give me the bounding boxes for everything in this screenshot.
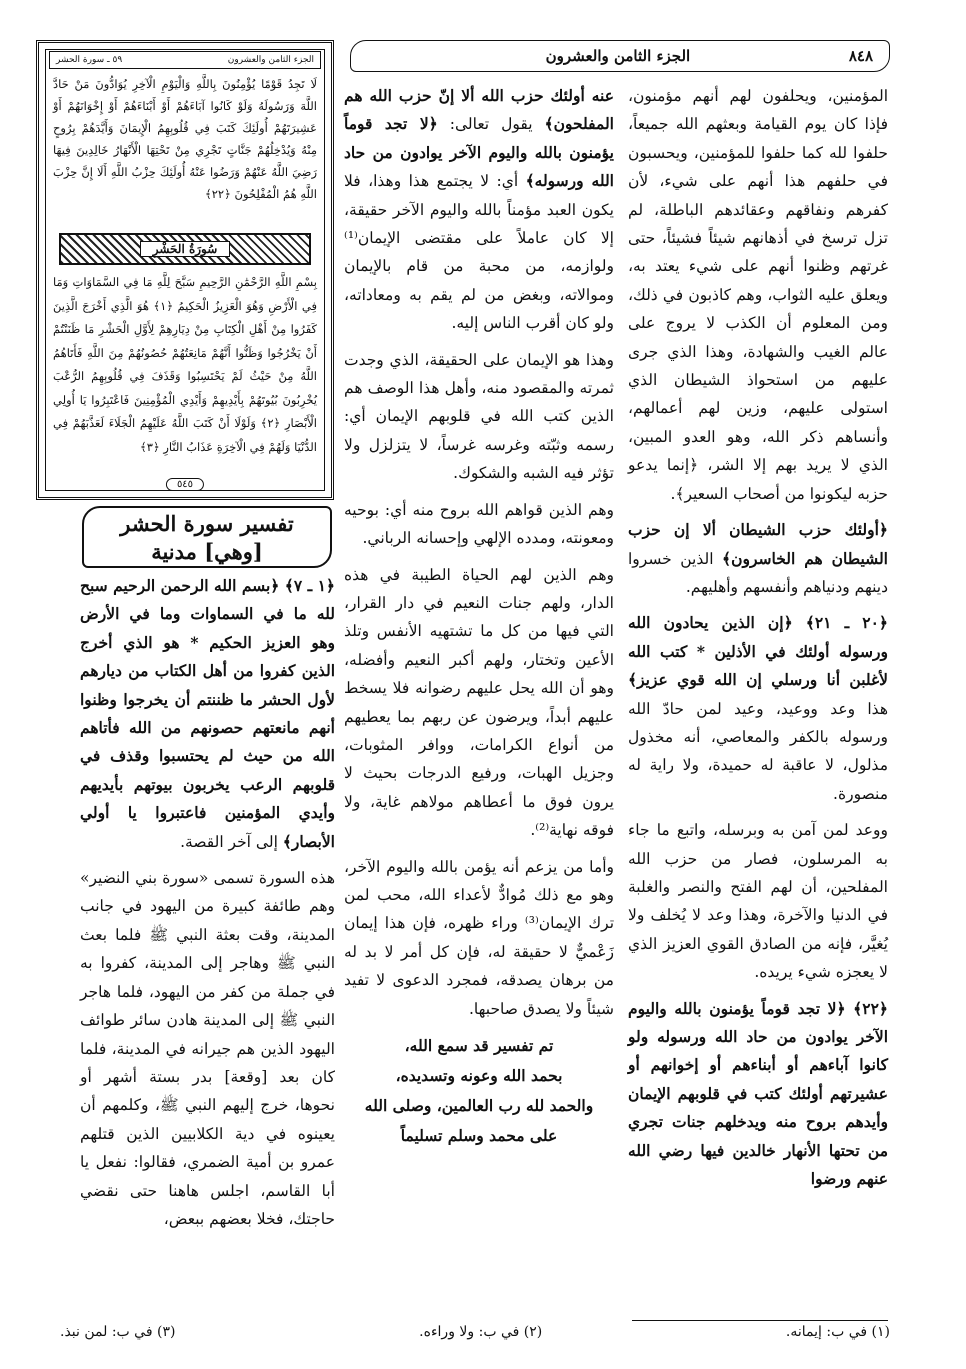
paragraph: المؤمنين، ويحلفون لهم أنهم مؤمنون، فإذا كان يوم القيامة وبعثهم الله جميعاً، حلفوا لله كما حلفوا للمؤمنين، ويحسبون في حلفهم هذا أنهم على شيء، لأن كفرهم ونفاقهم وعقائدهم الباطلة، لم تزل ترسخ في أذهانهم شيئاً فشيئاً، حتى غرتهم وظنوا أنهم على شيء يعتد به، ويعلق عليه الثواب، وهم كاذبون في ذلك، ومن المعلوم أن الكذب لا يروج على عالم الغيب والشهادة، وهذا الذي جرى عليهم من استحواذ الشيطان الذي استولى عليهم، وزين لهم أعمالهم، وأنساهم ذكر الله، وهو العدو المبين، الذي لا يريد بهم إلا الشر، ﴿إنما يدعو حزبه ليكونوا من أصحاب السعير﴾. <box>628 87 888 503</box>
part-title: الجزء الثامن والعشرون <box>545 47 691 65</box>
mushaf-header <box>49 51 321 69</box>
page-number: ٨٤٨ <box>848 47 873 65</box>
paragraph <box>628 516 888 601</box>
column-left <box>80 572 335 1241</box>
paragraph <box>80 572 335 856</box>
footnote-1: (١) في ب: إيمانه. <box>785 1324 890 1340</box>
mushaf-verses-bottom: بِسْمِ اللَّهِ الرَّحْمَٰنِ الرَّحِيمِ سَبَّحَ لِلَّهِ مَا فِي السَّمَاوَاتِ وَمَا فِي الْأَرْضِ وَهُوَ الْعَزِيزُ الْحَكِيمُ ﴿١﴾ هُوَ الَّذِي أَخْرَجَ الَّذِينَ كَفَرُوا مِنْ أَهْلِ الْكِتَابِ مِنْ دِيَارِهِمْ لِأَوَّلِ الْحَشْرِ مَا ظَنَنْتُمْ أَنْ يَخْرُجُوا وَظَنُّوا أَنَّهُمْ مَانِعَتُهُمْ حُصُونُهُمْ مِنَ اللَّهِ فَأَتَاهُمُ اللَّهُ مِنْ حَيْثُ لَمْ يَحْتَسِبُوا وَقَذَفَ فِي قُلُوبِهِمُ الرُّعْبَ يُخْرِبُونَ بُيُوتَهُمْ بِأَيْدِيهِمْ وَأَيْدِي الْمُؤْمِنِينَ فَاعْتَبِرُوا يَا أُولِي الْأَبْصَارِ ﴿٢﴾ وَلَوْلَا أَنْ كَتَبَ اللَّهُ عَلَيْهِمُ الْجَلَاءَ لَعَذَّبَهُمْ فِي الدُّنْيَا وَلَهُمْ فِي الْآخِرَةِ عَذَابُ النَّارِ ﴿٣﴾ <box>53 275 317 454</box>
paragraph <box>344 82 614 338</box>
column-middle <box>344 82 614 1151</box>
mushaf-sura: ٥٩ ـ سورة الحشر <box>56 55 123 65</box>
commentary-text: الذين خسروا دينهم ودنياهم وأنفسهم وأهليهم. <box>628 549 888 596</box>
closing-line: على محمد وسلم تسليماً <box>400 1126 558 1145</box>
mushaf-page-badge: ٥٤٥ <box>166 478 204 491</box>
closing-line: تم تفسير قد سمع الله، <box>404 1036 554 1055</box>
paragraph: وهذا هو الإيمان على الحقيقة، الذي وجدت ثمرته والمقصود منه، وأهل هذا الوصف هم الذين كتب الله في قلوبهم الإيمان أي: رسمه وثبّته وغرسه غرساً، لا يتزلزل ولا تؤثر فيه الشبه والشكوك. <box>344 350 614 483</box>
footnote-divider <box>632 1320 888 1321</box>
verse-text: عنه أولئك حزب الله ألا إنّ حزب الله هم المفلحون﴾ <box>344 86 614 134</box>
sura-title: تفسير سورة الحشر <box>120 511 294 536</box>
page-header <box>350 40 890 72</box>
verse-text: ﴿أولئك حزب الشيطان ألا إن حزب الشيطان هم الخاسرون﴾ <box>628 520 888 568</box>
verse-text: ﴿١ ـ ٧﴾ ﴿بسم الله الرحمن الرحيم سبح لله ما في السماوات وما في الأرض وهو العزيز الحكيم * هو الذي أخرج الذين كفروا من أهل الكتاب من ديارهم لأول الحشر ما ظننتم أن يخرجوا وظنوا أنهم مانعتهم حصونهم من الله فأتاهم الله من حيث لم يحتسبوا وقذف في قلوبهم الرعب يخربون بيوتهم بأيديهم وأيدي المؤمنين فاعتبروا يا أولي الأبصار﴾ <box>80 576 335 851</box>
paragraph: هذه السورة تسمى «سورة بني النضير» وهم طائفة كبيرة من اليهود في جانب المدينة، وقت بعثة النبي ﷺ فلما بعث النبي ﷺ وهاجر إلى المدينة، كفروا به في جملة من كفر من اليهود، فلما هاجر النبي ﷺ إلى المدينة هادن سائر طوائف اليهود الذين هم جيرانه في المدينة، فلما كان بعد [وقعة] بدر بستة أشهر أو نحوها، خرج إليهم النبي ﷺ، وكلمهم أن يعينوه في دية الكلابيين الذين قتلهم عمرو بن أمية الضمري، فقالوا: نفعل يا أبا القاسم، اجلس هاهنا حتى نقضي حاجتك، فخلا بعضهم ببعض، <box>80 869 335 1228</box>
verse-text: ﴿لا تجد قوماً يؤمنون بالله واليوم الآخر يوادون من حاد الله ورسوله﴾ <box>344 114 614 191</box>
column-right <box>628 82 888 1201</box>
commentary-text: هذا وعد ووعيد، وعيد لمن حادّ الله ورسوله بالكفر والمعاصي، أنه مخذول مذلول، لا عاقبة له حميدة، ولا راية له منصورة. <box>628 699 888 803</box>
verse-text: ﴿٢٢﴾ ﴿لا تجد قوماً يؤمنون بالله واليوم الآخر يوادون من حاد الله ورسوله ولو كانوا آباءهم أو أبناءهم أو إخوانهم أو عشيرتهم أولئك كتب في قلوبهم الإيمان وأيدهم بروح منه ويدخلهم جنات تجري من تحتها الأنهار خالدين فيها رضي الله عنهم ورضوا <box>628 998 888 1189</box>
paragraph: وهم الذين قواهم الله بروح منه أي: بوحيه ومعونته، ومدده الإلهي وإحسانه الرباني. <box>344 500 614 548</box>
footnote-3: (٣) في ب: لمن نبذ. <box>60 1324 176 1340</box>
mushaf-part: الجزء الثامن والعشرون <box>227 55 314 65</box>
commentary-text: إلى آخر القصة. <box>180 832 283 851</box>
paragraph: ووعد لمن آمن به وبرسله، واتبع ما جاء به المرسلون، فصار من حزب الله المفلحين، أن لهم الفتح والنصر والغلبة في الدنيا والآخرة، وهذا وعد لا يُخلف ولا يُغيَّر، فإنه من الصادق القوي العزيز الذي لا يعجزه شيء يريده. <box>628 821 888 982</box>
footnote-2: (٢) في ب: ولا وراءه. <box>419 1324 543 1340</box>
sura-title-box <box>82 506 332 568</box>
paragraph: وأما من يزعم أنه يؤمن بالله واليوم الآخر، وهو مع ذلك مُوادٌّ لأعداء الله، محب لمن ترك الإيمان⁽³⁾ وراء ظهره، فإن هذا إيمان زَعْميٌّ لا حقيقة له، فإن كل أمر لا بد له من برهان يصدقه، فمجرد الدعوى لا تفيد شيئاً ولا يصدق صاحبها. <box>344 857 615 1018</box>
commentary-text: أي: لا يجتمع هذا وهذا، فلا يكون العبد مؤمناً بالله واليوم الآخر حقيقة، إلا كان عاملاً على مقتضى الإيمان⁽¹⁾ ولوازمه، من محبة من قام بالإيمان وموالاته، وبغض من لم يقم به ومعاداته، ولو كان أقرب الناس إليه. <box>344 172 614 333</box>
paragraph: وهم الذين لهم الحياة الطيبة في هذه الدار، ولهم جنات النعيم في دار القرار، التي فيها من كل ما تشتهيه الأنفس وتلذ الأعين وتختار، ولهم أكبر النعيم وأفضله، وهو أن الله يحل عليهم رضوانه فلا يسخط عليهم أبداً، ويرضون عن ربهم بما يعطيهم من أنواع الكرامات، ووافر المثوبات، وجزيل الهبات، ورفيع الدرجات بحيث لا يرون فوق ما أعطاهم مولاهم غاية، ولا فوقه نهاية⁽²⁾. <box>344 565 614 840</box>
mushaf-page-frame <box>36 40 334 500</box>
footnotes <box>60 1324 890 1348</box>
sura-subtitle: [وهي] مدنية <box>151 539 263 564</box>
mushaf-verses-top: لَا تَجِدُ قَوْمًا يُؤْمِنُونَ بِاللَّهِ وَالْيَوْمِ الْآخِرِ يُوَادُّونَ مَنْ حَادَّ اللَّهَ وَرَسُولَهُ وَلَوْ كَانُوا آبَاءَهُمْ أَوْ أَبْنَاءَهُمْ أَوْ إِخْوَانَهُمْ أَوْ عَشِيرَتَهُمْ أُولَئِكَ كَتَبَ فِي قُلُوبِهِمُ الْإِيمَانَ وَأَيَّدَهُمْ بِرُوحٍ مِنْهُ وَيُدْخِلُهُمْ جَنَّاتٍ تَجْرِي مِنْ تَحْتِهَا الْأَنْهَارُ خَالِدِينَ فِيهَا رَضِيَ اللَّهُ عَنْهُمْ وَرَضُوا عَنْهُ أُولَئِكَ حِزْبُ اللَّهِ أَلَا إِنَّ حِزْبَ اللَّهِ هُمُ الْمُفْلِحُونَ ﴿٢٢﴾ <box>53 77 317 201</box>
closing-line: والحمد لله رب العالمين، وصلى الله <box>364 1096 594 1115</box>
verse-text: ﴿٢٠ ـ ٢١﴾ ﴿إن الذين يحادون الله ورسوله أولئك في الأذلين * كتب الله لأغلبن أنا ورسلي إن الله قوي عزيز﴾ <box>628 613 889 690</box>
commentary-text: يقول تعالى: <box>437 115 545 134</box>
closing-line: بحمد الله وعونه وتسديده، <box>395 1066 563 1085</box>
closing-note <box>344 1031 614 1151</box>
sura-banner <box>59 233 311 265</box>
sura-banner-title: سُورَةُ الحَشْرِ <box>140 241 231 257</box>
paragraph <box>628 609 888 808</box>
